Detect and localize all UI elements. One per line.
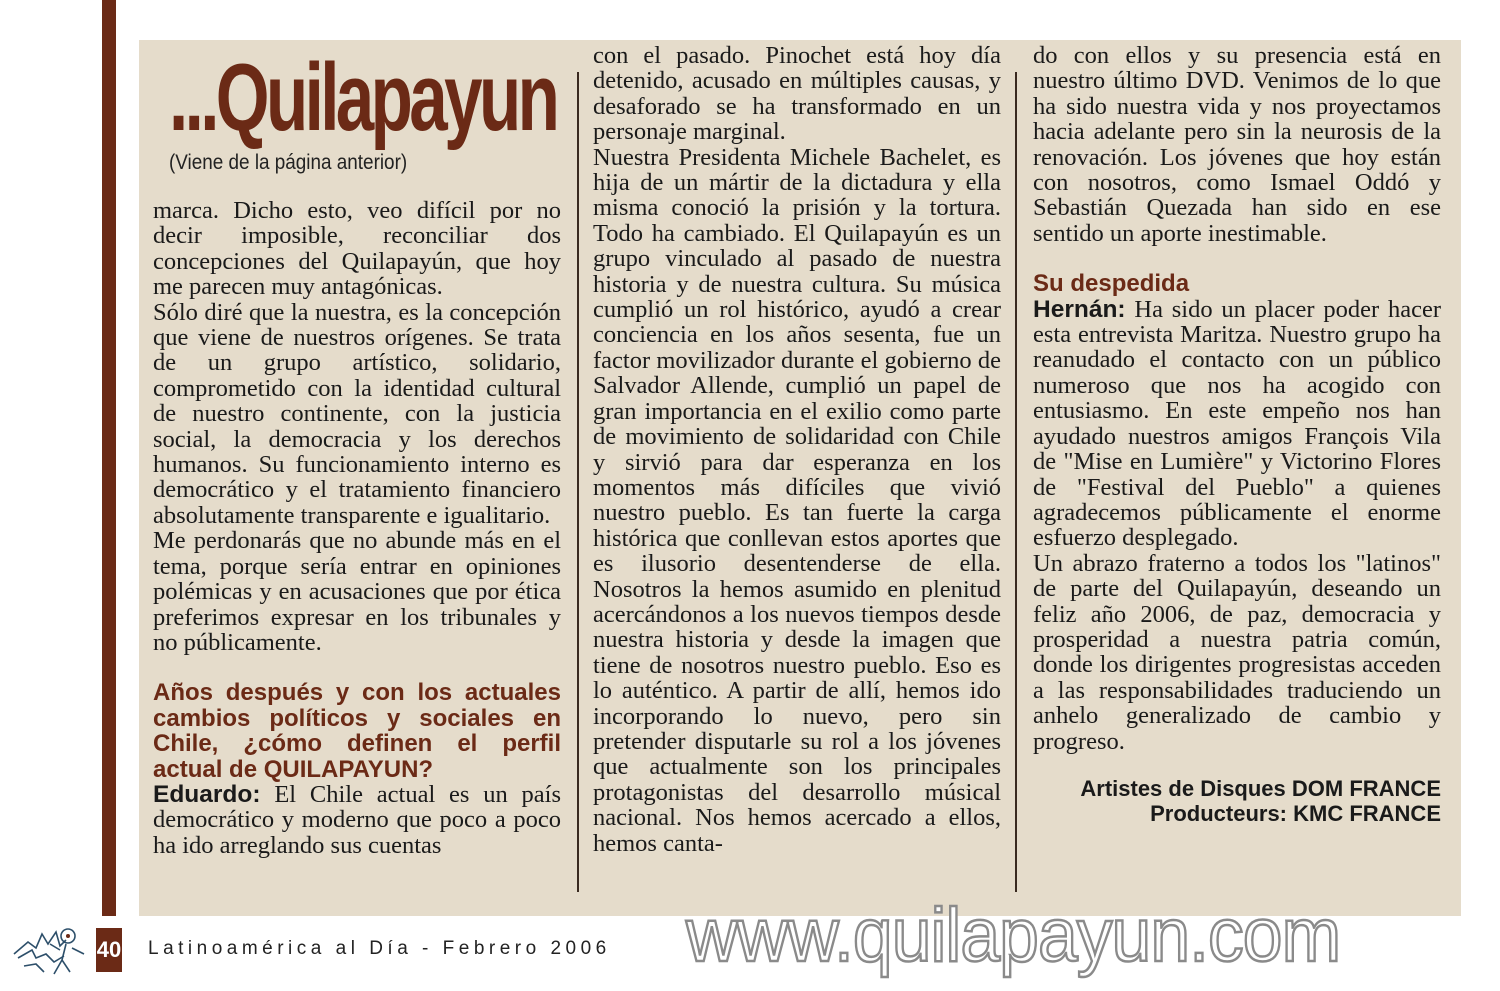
credit-line: Producteurs: KMC FRANCE [1150,800,1441,826]
website-watermark: www.quilapayun.com [686,893,1341,978]
paragraph: do con ellos y su presencia está en nuestro último DVD. Venimos de lo que ha sido nuestra vida y nos proyectamos hacia adelante pero sin la neurosis de la renovación. Los jóvenes que hoy están con nosotros, como Ismael Oddó y Sebastián Quezada han sido en ese sentido un aporte inestimable. [1033,42,1441,247]
paragraph: con el pasado. Pinochet está hoy día detenido, acusado en múltiples causas, y desaforado se ha transformado en un personaje marginal. [593,42,1001,146]
title-block [153,40,561,198]
answer-text: Ha sido un placer poder hacer esta entrevista Maritza. Nuestro grupo ha reanudado el contacto con un público numeroso que nos ha acogido con entusiasmo. En este empeño nos han ayudado nuestros amigos François Vila de "Mise en Lumière" y Victorino Flores de "Festival del Pueblo" a quienes agradecemos públicamente el enorme esfuerzo desplegado. [1033,295,1442,552]
paragraph: Sólo diré que la nuestra, es la concepción que viene de nuestros orígenes. Se trata de un grupo artístico, solidario, comprometido con la identidad cultural de nuestro continente, con la justicia social, la democracia y los derechos humanos. Su funcionamiento interno es democrático y el tratamiento financiero absolutamente transparente e igualitario. [153,298,561,529]
credit-line: Artistes de Disques DOM FRANCE [1080,775,1441,801]
paragraph [153,782,561,858]
quilapayun-dancer-logo-icon [6,914,94,986]
speaker-label: Hernán: [1033,295,1126,323]
article-title: ...Quilapayun [169,44,557,151]
footer-publication: Latinoamérica al Día - Febrero 2006 [148,938,611,959]
column-3 [1033,43,1441,826]
interview-question: Años después y con los actuales cambios políticos y sociales en Chile, ¿cómo definen el perfil actual de QUILAPAYUN? [153,679,561,783]
paragraph: Un abrazo fraterno a todos los "latinos" de parte del Quilapayún, deseando un feliz año 2006, de paz, democracia y prosperidad a nuestra patria común, donde los dirigentes progresistas acceden a las responsabilidades traduciendo un anhelo generalizado de cambio y progreso. [1033,549,1441,755]
paragraph: Nuestra Presidenta Michele Bachelet, es hija de un mártir de la dictadura y ella misma conoció la prisión y la tortura. Todo ha cambiado. El Quilapayún es un grupo vinculado al pasado de nuestra historia y de nuestra cultura. Su música cumplió un rol histórico, ayudó a crear conciencia en los años sesenta, fue un factor movilizador durante el gobierno de Salvador Allende, cumplió un papel de gran importancia en el exilio como parte de movimiento de solidaridad con Chile y sirvió para dar esperanza en los momentos más difíciles que vivió nuestro pueblo. Es tan fuerte la carga histórica que conllevan estos aportes que es ilusorio desentenderse de ella. Nosotros la hemos asumido en plenitud acercándonos a los nuevos tiempos desde nuestra historia y desde la imagen que tiene de nosotros nuestro pueblo. Eso es lo auténtico. A partir de allí, hemos ido incorporando lo nuevo, pero sin pretender disputarle su rol a los jóvenes que actualmente son los principales protagonistas del desarrollo músical nacional. Nos hemos acercado a ellos, hemos canta- [593,143,1001,857]
paragraph [1033,297,1441,551]
section-heading: Su despedida [1033,270,1190,298]
column-2 [593,43,1001,856]
column-divider [1015,72,1017,892]
column-1 [153,40,561,858]
left-accent-bar [102,0,116,916]
answer-text: El Chile actual es un país democrático y moderno que poco a poco ha ido arreglando sus cuentas [153,780,561,859]
page-number: 40 [96,928,122,972]
paragraph: Me perdonarás que no abunde más en el tema, porque sería entrar en opiniones polémicas y en acusaciones que por ética preferimos expresar en los tribunales y no públicamente. [153,527,561,656]
speaker-label: Eduardo: [153,780,261,808]
paragraph: marca. Dicho esto, veo difícil por no decir imposible, reconciliar dos concepciones del Quilapayún, que hoy me parecen muy antagónicas. [153,197,561,301]
column-divider [577,72,579,892]
continuation-note: (Viene de la página anterior) [169,151,408,174]
article-panel [139,40,1461,916]
